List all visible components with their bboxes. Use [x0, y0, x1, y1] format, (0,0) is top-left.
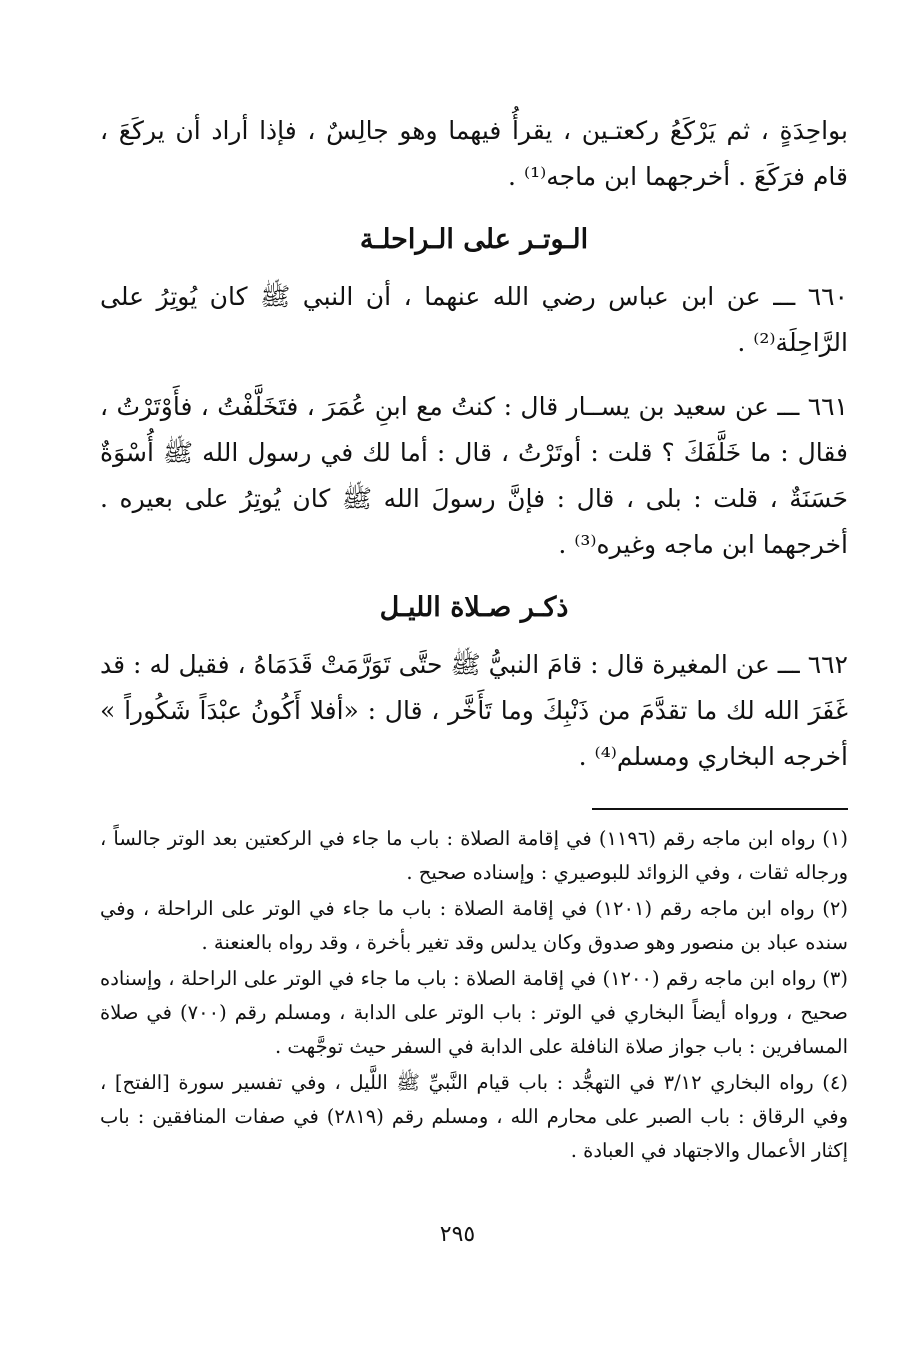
footnote-2: (٢) رواه ابن ماجه رقم (١٢٠١) في إقامة الصلاة : باب ما جاء في الوتر على الراحلة ، وفي سنده عباد بن منصور وهو صدوق وكان يدلس وقد تغير بأخرة ، وقد رواه بالعنعنة .: [100, 897, 848, 954]
footnote-divider: [592, 808, 848, 810]
spacer: [100, 366, 848, 384]
footnotes: [100, 822, 848, 1168]
footnote-3: (٣) رواه ابن ماجه رقم (١٢٠٠) في إقامة الصلاة : باب ما جاء في الوتر على الراحلة ، وإسناده صحيح ، ورواه أيضاً البخاري في الوتر : باب الوتر على الدابة ، ومسلم رقم (٧٠٠) في صلاة المسافرين : باب جواز صلاة النافلة على الدابة في السفر حيث توجَّهت .: [100, 967, 849, 1058]
footnote-1: (١) رواه ابن ماجه رقم (١١٩٦) في إقامة الصلاة : باب ما جاء في الركعتين بعد الوتر جالساً ، ورجاله ثقات ، وفي الزوائد للبوصيري : وإسناده صحيح .: [100, 827, 848, 884]
hadith-661: ٦٦١ ـــ عن سعيد بن يســار قال : كنتُ مع ابنِ عُمَرَ ، فتَخَلَّفْتُ ، فأَوْتَرْتُ ، فقال : ما خَلَّفَكَ ؟ قلت : أوتَرْتُ ، قال : أما لك في رسول الله ﷺ أُسْوَةٌ حَسَنَةٌ ، قلت : بلى ، قال : فإنَّ رسولَ الله ﷺ كان يُوتِرُ على بعيره . أخرجهما ابن ماجه وغيره⁽³⁾ .: [100, 392, 848, 559]
page-number: ٢٩٥: [439, 1222, 476, 1247]
hadith-662: ٦٦٢ ـــ عن المغيرة قال : قامَ النبيُّ ﷺ حتَّى تَوَرَّمَتْ قَدَمَاهُ ، فقيل له : قد غَفَرَ الله لك ما تقدَّمَ من ذَنْبِكَ وما تَأَخَّر ، قال : «أفلا أَكُونُ عبْدَاً شَكُوراً » أخرجه البخاري ومسلم⁽⁴⁾ .: [100, 650, 848, 771]
hadith-660: ٦٦٠ ـــ عن ابن عباس رضي الله عنهما ، أن النبي ﷺ كان يُوتِرُ على الرَّاحِلَة⁽²⁾ .: [100, 282, 848, 357]
section-heading-night-prayer: ذكـر صـلاة الليـل: [379, 592, 569, 623]
footnote-4: (٤) رواه البخاري ٣/١٢ في التهجُّد : باب قيام النَّبيِّ ﷺ اللَّيل ، وفي تفسير سورة [الفتح] ، وفي الرقاق : باب الصبر على محارم الله ، ومسلم رقم (٢٨١٩) في صفات المنافقين : باب إكثار الأعمال والاجتهاد في العبادة .: [100, 1071, 849, 1162]
continuation-paragraph: بواحِدَةٍ ، ثم يَرْكَعُ ركعتـين ، يقرأُ فيهما وهو جالِسٌ ، فإذا أراد أن يركَعَ ، قام فرَكَعَ . أخرجهما ابن ماجه⁽¹⁾ .: [100, 116, 848, 191]
section-heading-witr-on-mount: الـوتـر على الـراحلـة: [359, 224, 589, 255]
page-body: [100, 108, 848, 1170]
